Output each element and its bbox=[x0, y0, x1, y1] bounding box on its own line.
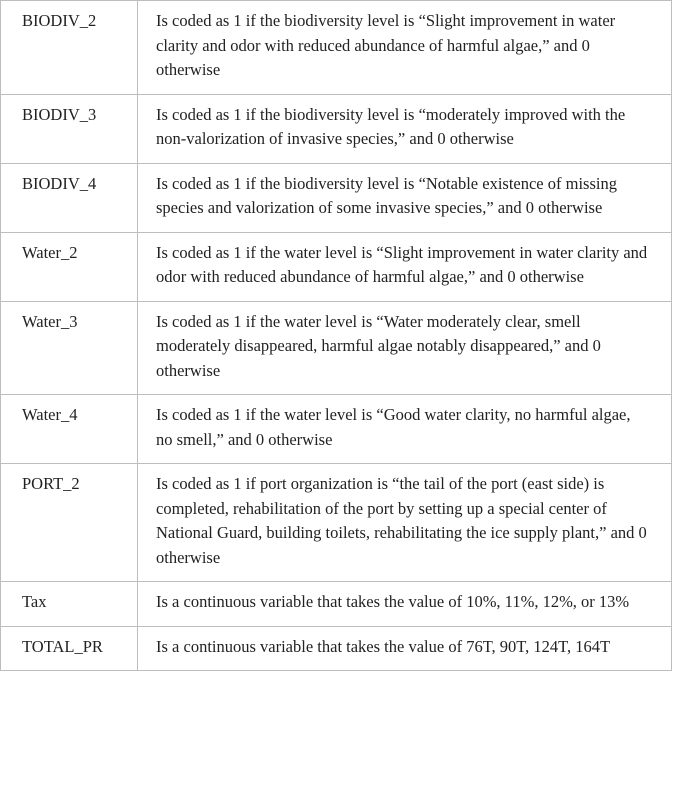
variable-description-cell: Is coded as 1 if the water level is “Good water clarity, no harmful algae, no smell,” and 0 otherwise bbox=[138, 395, 672, 464]
variable-description-cell: Is a continuous variable that takes the value of 76T, 90T, 124T, 164T bbox=[138, 626, 672, 671]
variable-name-cell: PORT_2 bbox=[1, 464, 138, 582]
table-row bbox=[1, 301, 672, 395]
variable-description-cell: Is coded as 1 if port organization is “the tail of the port (east side) is completed, rehabilitation of the port by setting up a special center of National Guard, building toilets, rehabilitating the ice supply plant,” and 0 otherwise bbox=[138, 464, 672, 582]
variable-name-cell: TOTAL_PR bbox=[1, 626, 138, 671]
table-row bbox=[1, 94, 672, 163]
variable-description-cell: Is coded as 1 if the biodiversity level is “Slight improvement in water clarity and odor with reduced abundance of harmful algae,” and 0 otherwise bbox=[138, 1, 672, 95]
variable-name-cell: Water_3 bbox=[1, 301, 138, 395]
table-row bbox=[1, 163, 672, 232]
table-row bbox=[1, 1, 672, 95]
variable-description-cell: Is a continuous variable that takes the value of 10%, 11%, 12%, or 13% bbox=[138, 582, 672, 627]
variable-description-cell: Is coded as 1 if the water level is “Water moderately clear, smell moderately disappeared, harmful algae notably disappeared,” and 0 otherwise bbox=[138, 301, 672, 395]
variable-description-cell: Is coded as 1 if the biodiversity level is “Notable existence of missing species and valorization of some invasive species,” and 0 otherwise bbox=[138, 163, 672, 232]
table-row bbox=[1, 232, 672, 301]
variable-name-cell: BIODIV_4 bbox=[1, 163, 138, 232]
variable-description-cell: Is coded as 1 if the water level is “Slight improvement in water clarity and odor with reduced abundance of harmful algae,” and 0 otherwise bbox=[138, 232, 672, 301]
variable-name-cell: BIODIV_2 bbox=[1, 1, 138, 95]
table-row bbox=[1, 626, 672, 671]
variable-description-cell: Is coded as 1 if the biodiversity level is “moderately improved with the non-valorization of invasive species,” and 0 otherwise bbox=[138, 94, 672, 163]
variable-name-cell: Tax bbox=[1, 582, 138, 627]
table-row bbox=[1, 582, 672, 627]
variable-name-cell: BIODIV_3 bbox=[1, 94, 138, 163]
table-row bbox=[1, 464, 672, 582]
table-row bbox=[1, 395, 672, 464]
variable-name-cell: Water_2 bbox=[1, 232, 138, 301]
variable-name-cell: Water_4 bbox=[1, 395, 138, 464]
